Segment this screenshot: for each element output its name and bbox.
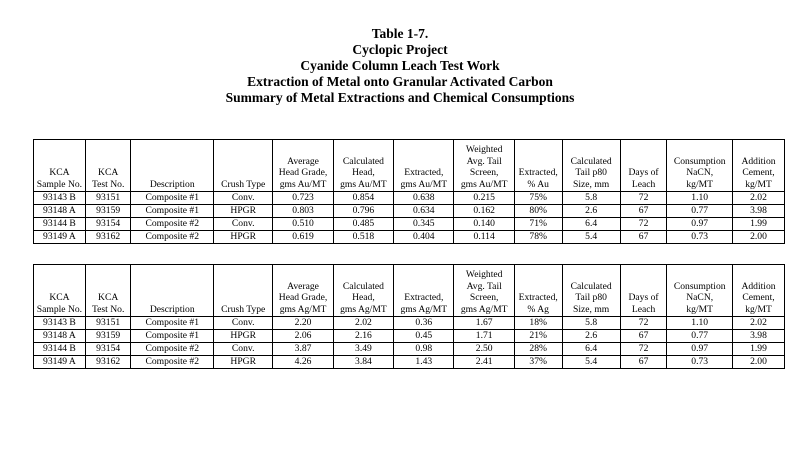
- table-cell: 2.50: [454, 343, 514, 356]
- header-text: Extracted,: [404, 167, 444, 179]
- table-cell: 0.77: [667, 205, 733, 218]
- table-cell: 93162: [85, 356, 131, 369]
- table-cell: 21%: [514, 330, 562, 343]
- header-text: KCA: [49, 292, 70, 304]
- header-text: NaCN,: [686, 292, 714, 304]
- column-header: [273, 265, 333, 317]
- header-text: Extracted,: [518, 292, 558, 304]
- header-text: Extracted,: [404, 292, 444, 304]
- header-text: gms Au/MT: [400, 178, 448, 190]
- table-row: [34, 231, 785, 244]
- column-header: [273, 140, 333, 192]
- column-header: [85, 265, 131, 317]
- header-text: Crush Type: [221, 303, 266, 315]
- table-cell: 3.49: [333, 343, 393, 356]
- table-cell: 67: [620, 356, 667, 369]
- header-text: KCA: [98, 167, 119, 179]
- table-cell: 0.36: [394, 317, 454, 330]
- column-header: [454, 265, 514, 317]
- header-text: Addition: [741, 155, 776, 167]
- table-cell: 0.97: [667, 343, 733, 356]
- column-header: [333, 265, 393, 317]
- header-text: % Au: [527, 178, 549, 190]
- table-header-row: [34, 140, 785, 192]
- table-cell: 93151: [85, 317, 131, 330]
- header-text: NaCN,: [686, 167, 714, 179]
- column-header: [733, 140, 785, 192]
- header-text: Consumption: [673, 280, 726, 292]
- header-text: Addition: [741, 280, 776, 292]
- table-header-row: [34, 265, 785, 317]
- header-text: Extracted,: [518, 167, 558, 179]
- silver-extraction-table: [33, 264, 785, 369]
- gold-extraction-table: [33, 139, 785, 244]
- header-text: Calculated: [570, 280, 612, 292]
- table-cell: Composite #2: [131, 356, 214, 369]
- header-text: KCA: [49, 167, 70, 179]
- table-cell: 0.98: [394, 343, 454, 356]
- header-text: Avg. Tail: [466, 155, 502, 167]
- table-cell: 93144 B: [34, 343, 86, 356]
- table-cell: 0.97: [667, 218, 733, 231]
- table-cell: HPGR: [214, 330, 273, 343]
- table-cell: Composite #1: [131, 192, 214, 205]
- table-cell: 0.638: [394, 192, 454, 205]
- header-text: Tail p80: [575, 292, 607, 304]
- column-header: [394, 265, 454, 317]
- table-cell: 2.02: [333, 317, 393, 330]
- column-header: [620, 265, 667, 317]
- column-header: [454, 140, 514, 192]
- column-header: [34, 265, 86, 317]
- column-header: [514, 140, 562, 192]
- table-cell: 0.73: [667, 231, 733, 244]
- column-header: [667, 265, 733, 317]
- table-cell: 0.796: [333, 205, 393, 218]
- table-cell: 2.20: [273, 317, 333, 330]
- table-cell: 75%: [514, 192, 562, 205]
- header-text: Calculated: [342, 280, 384, 292]
- table-cell: 2.6: [562, 205, 620, 218]
- table-cell: 4.26: [273, 356, 333, 369]
- table-row: [34, 192, 785, 205]
- table-cell: Composite #2: [131, 218, 214, 231]
- header-text: Description: [149, 178, 195, 190]
- table-cell: 93148 A: [34, 205, 86, 218]
- table-cell: 0.510: [273, 218, 333, 231]
- header-text: Screen,: [469, 167, 499, 179]
- table-cell: 67: [620, 330, 667, 343]
- table-cell: 1.67: [454, 317, 514, 330]
- table-cell: 37%: [514, 356, 562, 369]
- table-cell: 93162: [85, 231, 131, 244]
- header-text: kg/MT: [686, 303, 714, 315]
- table-cell: Composite #2: [131, 231, 214, 244]
- table-cell: Composite #1: [131, 317, 214, 330]
- header-text: Days of: [628, 292, 659, 304]
- table-cell: 93159: [85, 205, 131, 218]
- table-cell: 93144 B: [34, 218, 86, 231]
- table-cell: 3.87: [273, 343, 333, 356]
- header-text: gms Ag/MT: [460, 303, 508, 315]
- table-cell: 93149 A: [34, 356, 86, 369]
- table-cell: 0.485: [333, 218, 393, 231]
- table-cell: 71%: [514, 218, 562, 231]
- table-cell: 2.06: [273, 330, 333, 343]
- project-name: Cyclopic Project: [352, 42, 448, 57]
- table-cell: 3.98: [733, 205, 785, 218]
- header-text: gms Ag/MT: [400, 303, 448, 315]
- header-text: Cement,: [742, 292, 775, 304]
- header-text: % Ag: [527, 303, 549, 315]
- table-cell: Composite #2: [131, 343, 214, 356]
- header-text: Size, mm: [573, 303, 610, 315]
- table-cell: 0.634: [394, 205, 454, 218]
- table-cell: 2.00: [733, 356, 785, 369]
- header-text: gms Ag/MT: [279, 303, 327, 315]
- table-cell: 0.77: [667, 330, 733, 343]
- table-cell: 0.854: [333, 192, 393, 205]
- table-row: [34, 330, 785, 343]
- table-title-block: [0, 26, 800, 106]
- table-cell: 93148 A: [34, 330, 86, 343]
- table-cell: 3.84: [333, 356, 393, 369]
- table-cell: 2.41: [454, 356, 514, 369]
- table-cell: 0.215: [454, 192, 514, 205]
- column-header: [733, 265, 785, 317]
- table-cell: 6.4: [562, 343, 620, 356]
- header-text: KCA: [98, 292, 119, 304]
- table-cell: Conv.: [214, 192, 273, 205]
- header-text: Tail p80: [575, 167, 607, 179]
- table-cell: Conv.: [214, 317, 273, 330]
- table-cell: 80%: [514, 205, 562, 218]
- header-text: Test No.: [91, 303, 125, 315]
- table-cell: 0.140: [454, 218, 514, 231]
- table-cell: HPGR: [214, 205, 273, 218]
- table-cell: 0.723: [273, 192, 333, 205]
- table-cell: 0.803: [273, 205, 333, 218]
- header-text: Crush Type: [221, 178, 266, 190]
- table-cell: 93143 B: [34, 192, 86, 205]
- table-cell: 78%: [514, 231, 562, 244]
- table-cell: 72: [620, 218, 667, 231]
- table-cell: 5.4: [562, 231, 620, 244]
- table-cell: Composite #1: [131, 205, 214, 218]
- header-text: Head Grade,: [278, 167, 328, 179]
- table-cell: 0.114: [454, 231, 514, 244]
- column-header: [34, 140, 86, 192]
- column-header: [85, 140, 131, 192]
- table-cell: Composite #1: [131, 330, 214, 343]
- table-cell: 5.4: [562, 356, 620, 369]
- header-text: Leach: [631, 303, 656, 315]
- test-work-title: Cyanide Column Leach Test Work: [300, 58, 500, 73]
- table-cell: 93159: [85, 330, 131, 343]
- table-cell: 0.73: [667, 356, 733, 369]
- header-text: Head Grade,: [278, 292, 328, 304]
- table-cell: 1.10: [667, 192, 733, 205]
- table-cell: 2.00: [733, 231, 785, 244]
- header-text: Test No.: [91, 178, 125, 190]
- header-text: Screen,: [469, 292, 499, 304]
- table-cell: 72: [620, 317, 667, 330]
- header-text: Description: [149, 303, 195, 315]
- column-header: [131, 265, 214, 317]
- header-text: gms Au/MT: [460, 178, 508, 190]
- header-text: kg/MT: [686, 178, 714, 190]
- header-text: Average: [287, 155, 319, 167]
- table-cell: HPGR: [214, 356, 273, 369]
- table-number: Table 1-7.: [371, 26, 429, 41]
- column-header: [394, 140, 454, 192]
- column-header: [333, 140, 393, 192]
- table-cell: 0.162: [454, 205, 514, 218]
- table-cell: 0.518: [333, 231, 393, 244]
- column-header: [667, 140, 733, 192]
- header-text: Days of: [628, 167, 659, 179]
- table-cell: 18%: [514, 317, 562, 330]
- column-header: [562, 140, 620, 192]
- table-cell: 6.4: [562, 218, 620, 231]
- header-text: gms Au/MT: [279, 178, 327, 190]
- table-cell: 2.02: [733, 192, 785, 205]
- header-text: Calculated: [342, 155, 384, 167]
- header-text: Calculated: [570, 155, 612, 167]
- header-text: kg/MT: [745, 178, 772, 190]
- header-text: Head,: [352, 167, 375, 179]
- table-cell: 0.345: [394, 218, 454, 231]
- table-cell: 1.10: [667, 317, 733, 330]
- header-text: Leach: [631, 178, 656, 190]
- table-cell: 1.99: [733, 343, 785, 356]
- table-cell: 72: [620, 343, 667, 356]
- table-cell: 0.45: [394, 330, 454, 343]
- header-text: Size, mm: [573, 178, 610, 190]
- table-cell: 2.02: [733, 317, 785, 330]
- column-header: [214, 140, 273, 192]
- column-header: [214, 265, 273, 317]
- header-text: Sample No.: [36, 303, 83, 315]
- table-cell: Conv.: [214, 218, 273, 231]
- table-row: [34, 317, 785, 330]
- table-cell: 0.619: [273, 231, 333, 244]
- header-text: Average: [287, 280, 319, 292]
- column-header: [620, 140, 667, 192]
- table-cell: 93149 A: [34, 231, 86, 244]
- header-text: Weighted: [465, 144, 503, 156]
- table-cell: 5.8: [562, 317, 620, 330]
- table-cell: 67: [620, 231, 667, 244]
- table-row: [34, 343, 785, 356]
- table-cell: 93143 B: [34, 317, 86, 330]
- table-cell: 72: [620, 192, 667, 205]
- table-cell: 1.43: [394, 356, 454, 369]
- table-cell: 5.8: [562, 192, 620, 205]
- header-text: gms Ag/MT: [340, 303, 387, 315]
- table-row: [34, 356, 785, 369]
- header-text: Sample No.: [36, 178, 83, 190]
- table-row: [34, 218, 785, 231]
- extraction-title: Extraction of Metal onto Granular Activated Carbon: [247, 74, 553, 89]
- header-text: Avg. Tail: [466, 280, 502, 292]
- header-text: Head,: [352, 292, 375, 304]
- table-cell: 93154: [85, 343, 131, 356]
- table-cell: 1.99: [733, 218, 785, 231]
- column-header: [514, 265, 562, 317]
- table-cell: 0.404: [394, 231, 454, 244]
- table-cell: HPGR: [214, 231, 273, 244]
- table-cell: 28%: [514, 343, 562, 356]
- column-header: [131, 140, 214, 192]
- table-cell: 1.71: [454, 330, 514, 343]
- header-text: kg/MT: [745, 303, 772, 315]
- table-cell: 3.98: [733, 330, 785, 343]
- table-cell: 2.16: [333, 330, 393, 343]
- table-cell: 2.6: [562, 330, 620, 343]
- column-header: [562, 265, 620, 317]
- header-text: Cement,: [742, 167, 775, 179]
- table-cell: 93151: [85, 192, 131, 205]
- table-cell: 67: [620, 205, 667, 218]
- header-text: Weighted: [465, 269, 503, 281]
- table-cell: Conv.: [214, 343, 273, 356]
- header-text: Consumption: [673, 155, 726, 167]
- table-cell: 93154: [85, 218, 131, 231]
- header-text: gms Au/MT: [340, 178, 387, 190]
- table-row: [34, 205, 785, 218]
- summary-title: Summary of Metal Extractions and Chemical Consumptions: [225, 90, 575, 105]
